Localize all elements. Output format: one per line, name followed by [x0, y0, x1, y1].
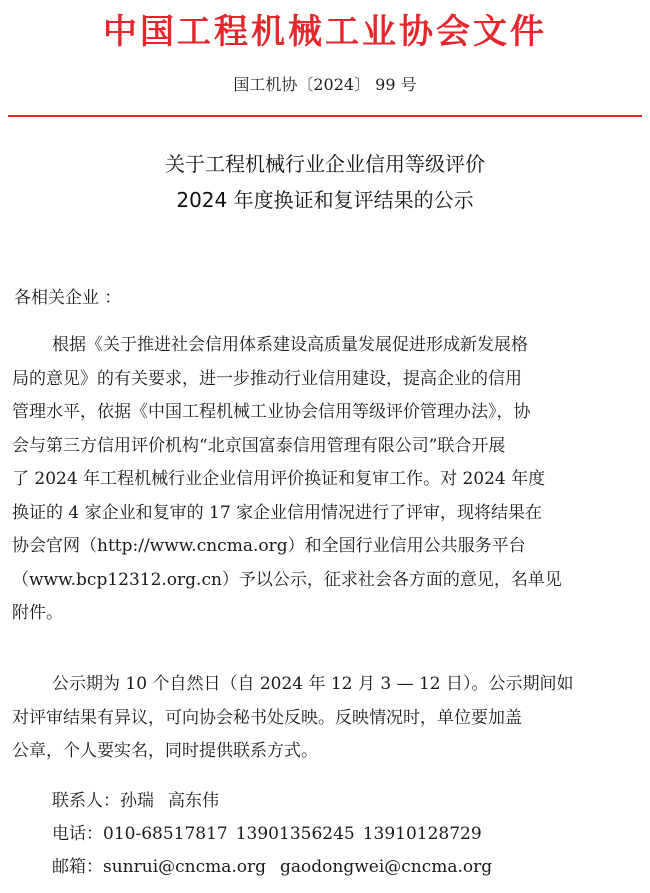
- email-2: gaodongwei@cncma.org: [280, 857, 493, 877]
- phone-number-3: 13910128729: [362, 824, 482, 844]
- paragraph-line: 公章，个人要实名，同时提供联系方式。: [12, 741, 318, 761]
- contact-phone-row: [52, 818, 492, 851]
- contact-persons-row: [52, 785, 492, 818]
- paragraph-line: 局的意见》的有关要求，进一步推动行业信用建设，提高企业的信用: [12, 368, 522, 389]
- phone-number-2: 13901356245: [235, 824, 355, 844]
- paragraph-line: 根据《关于推进社会信用体系建设高质量发展促进形成新发展格: [52, 335, 528, 355]
- contact-person-label: 联系人：: [52, 791, 120, 811]
- paragraph-line: 了 2024 年工程机械行业企业信用评价换证和复审工作。对 2024 年度: [12, 469, 546, 489]
- paragraph-line: 换证的 4 家企业和复审的 17 家企业信用情况进行了评审，现将结果在: [12, 502, 543, 523]
- org-document-title: 中国工程机械工业协会文件: [103, 12, 547, 52]
- document-number: 国工机协〔2024〕 99 号: [233, 75, 417, 94]
- contact-person-1: 孙瑞: [120, 791, 154, 811]
- paragraph-2: [12, 668, 634, 769]
- paragraph-line: 协会官网（http://www.cncma.org）和全国行业信用公共服务平台: [12, 536, 526, 556]
- phone-label: 电话：: [52, 824, 103, 844]
- notice-subject: [0, 146, 650, 218]
- salutation: 各相关企业 ：: [14, 288, 122, 308]
- paragraph-line: 会与第三方信用评价机构“北京国富泰信用管理有限公司”联合开展: [12, 435, 506, 456]
- red-divider: [8, 115, 642, 117]
- paragraph-line: 对评审结果有异议，可向协会秘书处反映。反映情况时，单位要加盖: [12, 707, 522, 728]
- email-label: 邮箱：: [52, 857, 103, 877]
- phone-number-1: 010-68517817: [103, 824, 228, 844]
- subject-line-1: 关于工程机械行业企业信用等级评价: [165, 152, 485, 176]
- paragraph-line: 管理水平，依据《中国工程机械工业协会信用等级评价管理办法》，协: [12, 402, 531, 422]
- contact-info: [52, 785, 492, 884]
- paragraph-1: [12, 329, 634, 631]
- subject-line-2: 2024 年度换证和复评结果的公示: [176, 188, 474, 212]
- paragraph-line: 公示期为 10 个自然日（自 2024 年 12 月 3 — 12 日）。公示期间如: [52, 674, 574, 694]
- paragraph-line: 附件。: [12, 603, 63, 623]
- email-1: sunrui@cncma.org: [103, 857, 267, 877]
- contact-person-2: 高东伟: [168, 791, 219, 811]
- contact-email-row: [52, 851, 492, 884]
- paragraph-line: （www.bcp12312.org.cn）予以公示，征求社会各方面的意见，名单见: [12, 569, 562, 590]
